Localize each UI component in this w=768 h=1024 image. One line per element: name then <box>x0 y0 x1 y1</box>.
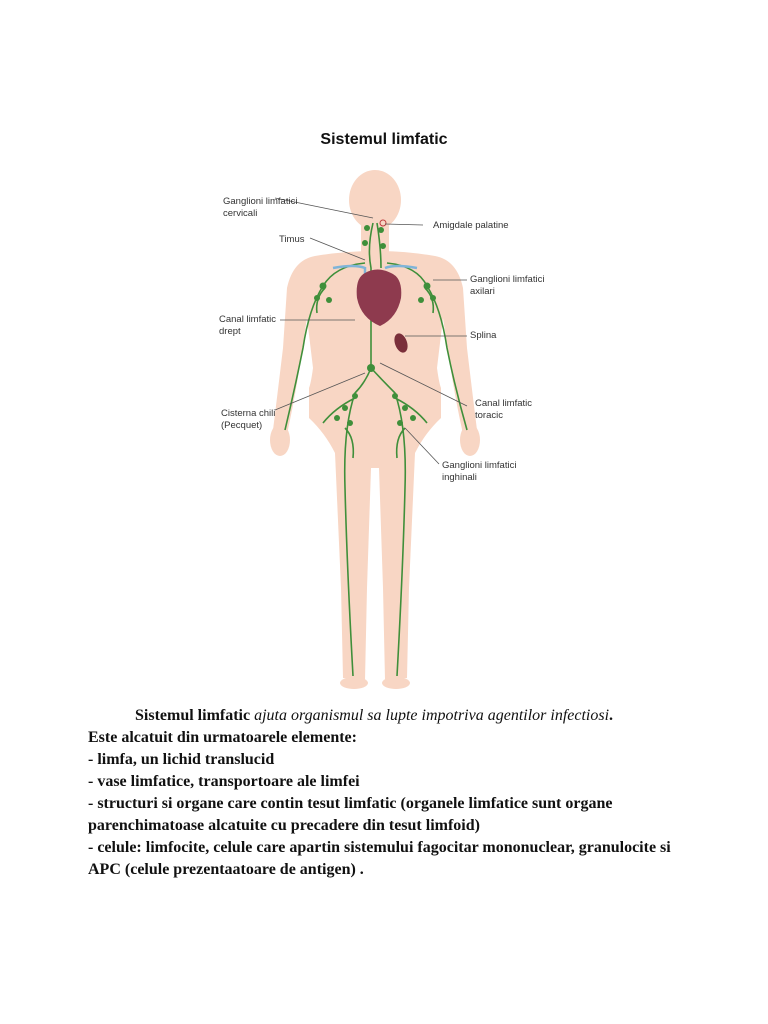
label-right-lymphatic-duct <box>219 314 276 338</box>
label-thymus: Timus <box>279 234 305 245</box>
label-axillary-nodes <box>470 274 544 298</box>
label-cisterna-chyli <box>221 408 275 432</box>
lead-paragraph <box>88 705 688 727</box>
label-line: Cisterna chili <box>221 408 276 419</box>
label-line: toracic <box>475 410 503 421</box>
lymphatic-system-figure <box>205 168 565 698</box>
label-line: Canal limfatic <box>475 398 533 409</box>
human-body-illustration <box>205 168 565 698</box>
label-line: (Pecquet) <box>221 420 263 431</box>
label-cervical-nodes <box>223 196 297 220</box>
label-line: axilari <box>470 286 495 297</box>
label-line: Ganglioni limfatici <box>442 460 517 471</box>
page-title: Sistemul limfatic <box>320 131 448 148</box>
label-thoracic-duct <box>475 398 532 422</box>
intro-line: Este alcatuit din urmatoarele elemente: <box>88 729 357 746</box>
label-line: Ganglioni limfatici <box>470 274 545 285</box>
list-item: - celule: limfocite, celule care apartin sistemului fagocitar mononuclear, granulocite si APC (celule prezentaatoare de antigen) . <box>88 839 671 878</box>
label-line: Canal limfatic <box>219 314 277 325</box>
label-line: Ganglioni limfatici <box>223 196 298 207</box>
list-item: - limfa, un lichid translucid <box>88 751 275 768</box>
list-item: - structuri si organe care contin tesut limfatic (organele limfatice sunt organe parenchimatoase alcatuite cu precadere din tesut limfoid) <box>88 795 613 834</box>
label-line: drept <box>219 326 241 337</box>
label-inguinal-nodes <box>442 460 516 484</box>
label-line: inghinali <box>442 472 477 483</box>
body-text <box>88 705 688 881</box>
label-spleen: Splina <box>470 330 497 341</box>
list-item: - vase limfatice, transportoare ale limfei <box>88 773 360 790</box>
label-line: cervicali <box>223 208 258 219</box>
lead-end-text: . <box>609 707 614 724</box>
label-tonsils: Amigdale palatine <box>433 220 509 231</box>
body-silhouette <box>270 170 480 689</box>
lead-bold-text: Sistemul limfatic <box>135 707 251 724</box>
lead-italic-text: ajuta organismul sa lupte impotriva agentilor infectiosi <box>250 707 610 724</box>
